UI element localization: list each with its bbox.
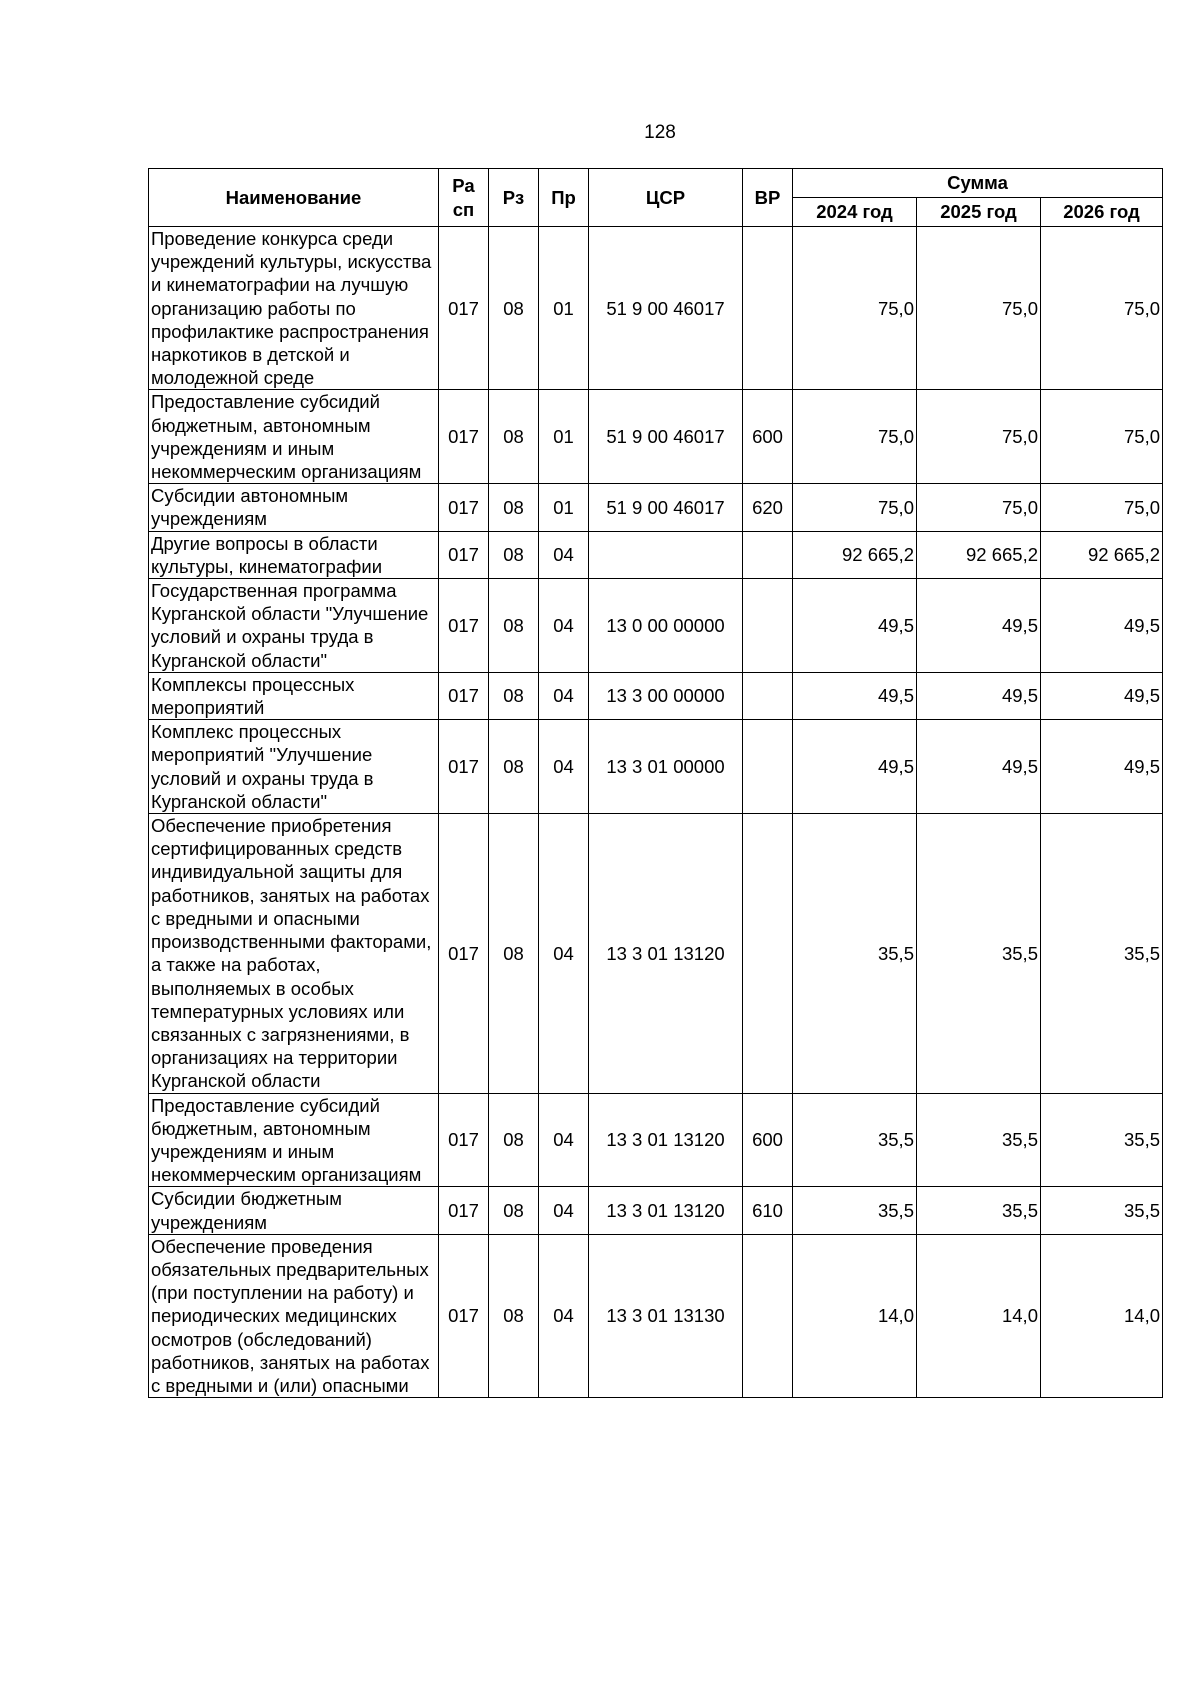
row-pr: 04 bbox=[539, 672, 589, 719]
row-name: Обеспечение проведения обязательных предварительных (при поступлении на работу) и периодических медицинских осмотров (обследований) работников, занятых на работах с вредными и (или) опасными bbox=[149, 1234, 439, 1397]
row-vr: 620 bbox=[743, 484, 793, 531]
row-csr: 13 0 00 00000 bbox=[589, 579, 743, 673]
row-vr: 610 bbox=[743, 1187, 793, 1234]
row-sum-2024: 35,5 bbox=[793, 1187, 917, 1234]
row-rz: 08 bbox=[489, 390, 539, 484]
row-sum-2025: 92 665,2 bbox=[917, 531, 1041, 578]
row-sum-2026: 75,0 bbox=[1041, 227, 1163, 390]
row-sum-2026: 49,5 bbox=[1041, 672, 1163, 719]
row-sum-2026: 14,0 bbox=[1041, 1234, 1163, 1397]
row-csr: 51 9 00 46017 bbox=[589, 390, 743, 484]
row-name: Субсидии бюджетным учреждениям bbox=[149, 1187, 439, 1234]
row-pr: 04 bbox=[539, 1093, 589, 1187]
table-row bbox=[149, 531, 1163, 578]
row-sum-2025: 35,5 bbox=[917, 1093, 1041, 1187]
row-vr bbox=[743, 1234, 793, 1397]
row-name: Другие вопросы в области культуры, кинематографии bbox=[149, 531, 439, 578]
table-row bbox=[149, 484, 1163, 531]
row-csr: 13 3 01 13120 bbox=[589, 1093, 743, 1187]
row-csr bbox=[589, 531, 743, 578]
row-vr: 600 bbox=[743, 1093, 793, 1187]
row-rasp: 017 bbox=[439, 227, 489, 390]
row-vr bbox=[743, 579, 793, 673]
row-pr: 04 bbox=[539, 531, 589, 578]
header-rasp-line1: Ра bbox=[452, 175, 475, 197]
row-name: Комплексы процессных мероприятий bbox=[149, 672, 439, 719]
row-rasp: 017 bbox=[439, 579, 489, 673]
row-vr: 600 bbox=[743, 390, 793, 484]
header-csr: ЦСР bbox=[589, 169, 743, 227]
row-rz: 08 bbox=[489, 227, 539, 390]
row-sum-2025: 75,0 bbox=[917, 484, 1041, 531]
row-sum-2024: 92 665,2 bbox=[793, 531, 917, 578]
row-rz: 08 bbox=[489, 1187, 539, 1234]
row-sum-2024: 75,0 bbox=[793, 390, 917, 484]
row-pr: 04 bbox=[539, 579, 589, 673]
row-sum-2026: 35,5 bbox=[1041, 1093, 1163, 1187]
budget-table bbox=[148, 168, 1163, 1398]
header-pr: Пр bbox=[539, 169, 589, 227]
row-rz: 08 bbox=[489, 484, 539, 531]
row-sum-2026: 35,5 bbox=[1041, 814, 1163, 1093]
row-vr bbox=[743, 531, 793, 578]
row-vr bbox=[743, 672, 793, 719]
row-pr: 04 bbox=[539, 720, 589, 814]
row-sum-2026: 92 665,2 bbox=[1041, 531, 1163, 578]
row-pr: 01 bbox=[539, 484, 589, 531]
row-rz: 08 bbox=[489, 814, 539, 1093]
row-pr: 04 bbox=[539, 814, 589, 1093]
row-vr bbox=[743, 720, 793, 814]
table-row bbox=[149, 579, 1163, 673]
row-rasp: 017 bbox=[439, 484, 489, 531]
table-row bbox=[149, 1187, 1163, 1234]
row-sum-2025: 49,5 bbox=[917, 579, 1041, 673]
row-rz: 08 bbox=[489, 720, 539, 814]
row-name: Субсидии автономным учреждениям bbox=[149, 484, 439, 531]
row-rz: 08 bbox=[489, 579, 539, 673]
header-year-2025: 2025 год bbox=[917, 198, 1041, 227]
table-header bbox=[149, 169, 1163, 227]
row-name: Обеспечение приобретения сертифицированных средств индивидуальной защиты для работников, занятых на работах с вредными и опасными производственными факторами, а также на работах, выполняемых в особых температурных условиях или связанных с загрязнениями, в организациях на территории Курганской области bbox=[149, 814, 439, 1093]
row-sum-2024: 49,5 bbox=[793, 672, 917, 719]
row-csr: 51 9 00 46017 bbox=[589, 484, 743, 531]
row-csr: 13 3 01 13120 bbox=[589, 1187, 743, 1234]
table-row bbox=[149, 720, 1163, 814]
row-sum-2024: 14,0 bbox=[793, 1234, 917, 1397]
row-rasp: 017 bbox=[439, 1093, 489, 1187]
row-rz: 08 bbox=[489, 1093, 539, 1187]
row-sum-2025: 75,0 bbox=[917, 227, 1041, 390]
row-rz: 08 bbox=[489, 1234, 539, 1397]
header-rz: Рз bbox=[489, 169, 539, 227]
row-name: Государственная программа Курганской области "Улучшение условий и охраны труда в Курганской области" bbox=[149, 579, 439, 673]
table-row bbox=[149, 390, 1163, 484]
row-rasp: 017 bbox=[439, 1187, 489, 1234]
row-pr: 01 bbox=[539, 227, 589, 390]
header-year-2026: 2026 год bbox=[1041, 198, 1163, 227]
row-rasp: 017 bbox=[439, 1234, 489, 1397]
row-sum-2026: 75,0 bbox=[1041, 390, 1163, 484]
table-body bbox=[149, 227, 1163, 1398]
row-name: Комплекс процессных мероприятий "Улучшение условий и охраны труда в Курганской области" bbox=[149, 720, 439, 814]
page-number: 128 bbox=[644, 122, 676, 143]
table-row bbox=[149, 1234, 1163, 1397]
row-sum-2026: 35,5 bbox=[1041, 1187, 1163, 1234]
row-rasp: 017 bbox=[439, 672, 489, 719]
row-pr: 04 bbox=[539, 1187, 589, 1234]
table-row bbox=[149, 1093, 1163, 1187]
row-sum-2024: 49,5 bbox=[793, 579, 917, 673]
header-name: Наименование bbox=[149, 169, 439, 227]
header-vr: ВР bbox=[743, 169, 793, 227]
row-sum-2024: 49,5 bbox=[793, 720, 917, 814]
row-csr: 13 3 01 00000 bbox=[589, 720, 743, 814]
row-rz: 08 bbox=[489, 531, 539, 578]
row-sum-2025: 35,5 bbox=[917, 1187, 1041, 1234]
row-csr: 13 3 01 13120 bbox=[589, 814, 743, 1093]
row-sum-2024: 75,0 bbox=[793, 484, 917, 531]
row-sum-2025: 49,5 bbox=[917, 672, 1041, 719]
row-sum-2024: 75,0 bbox=[793, 227, 917, 390]
row-rasp: 017 bbox=[439, 390, 489, 484]
header-sum: Сумма bbox=[793, 169, 1163, 198]
row-csr: 51 9 00 46017 bbox=[589, 227, 743, 390]
row-sum-2026: 75,0 bbox=[1041, 484, 1163, 531]
row-rasp: 017 bbox=[439, 531, 489, 578]
row-vr bbox=[743, 814, 793, 1093]
row-sum-2024: 35,5 bbox=[793, 1093, 917, 1187]
row-csr: 13 3 00 00000 bbox=[589, 672, 743, 719]
row-pr: 04 bbox=[539, 1234, 589, 1397]
row-sum-2025: 49,5 bbox=[917, 720, 1041, 814]
row-sum-2024: 35,5 bbox=[793, 814, 917, 1093]
table-row bbox=[149, 672, 1163, 719]
header-rasp bbox=[439, 169, 489, 227]
table-row bbox=[149, 227, 1163, 390]
row-vr bbox=[743, 227, 793, 390]
row-sum-2025: 75,0 bbox=[917, 390, 1041, 484]
row-name: Предоставление субсидий бюджетным, автономным учреждениям и иным некоммерческим организациям bbox=[149, 1093, 439, 1187]
row-sum-2026: 49,5 bbox=[1041, 579, 1163, 673]
row-sum-2026: 49,5 bbox=[1041, 720, 1163, 814]
row-name: Проведение конкурса среди учреждений культуры, искусства и кинематографии на лучшую организацию работы по профилактике распространения наркотиков в детской и молодежной среде bbox=[149, 227, 439, 390]
row-rasp: 017 bbox=[439, 720, 489, 814]
row-rz: 08 bbox=[489, 672, 539, 719]
row-pr: 01 bbox=[539, 390, 589, 484]
row-name: Предоставление субсидий бюджетным, автономным учреждениям и иным некоммерческим организациям bbox=[149, 390, 439, 484]
row-sum-2025: 35,5 bbox=[917, 814, 1041, 1093]
header-rasp-line2: сп bbox=[452, 198, 475, 220]
table-row bbox=[149, 814, 1163, 1093]
row-rasp: 017 bbox=[439, 814, 489, 1093]
header-year-2024: 2024 год bbox=[793, 198, 917, 227]
row-sum-2025: 14,0 bbox=[917, 1234, 1041, 1397]
row-csr: 13 3 01 13130 bbox=[589, 1234, 743, 1397]
